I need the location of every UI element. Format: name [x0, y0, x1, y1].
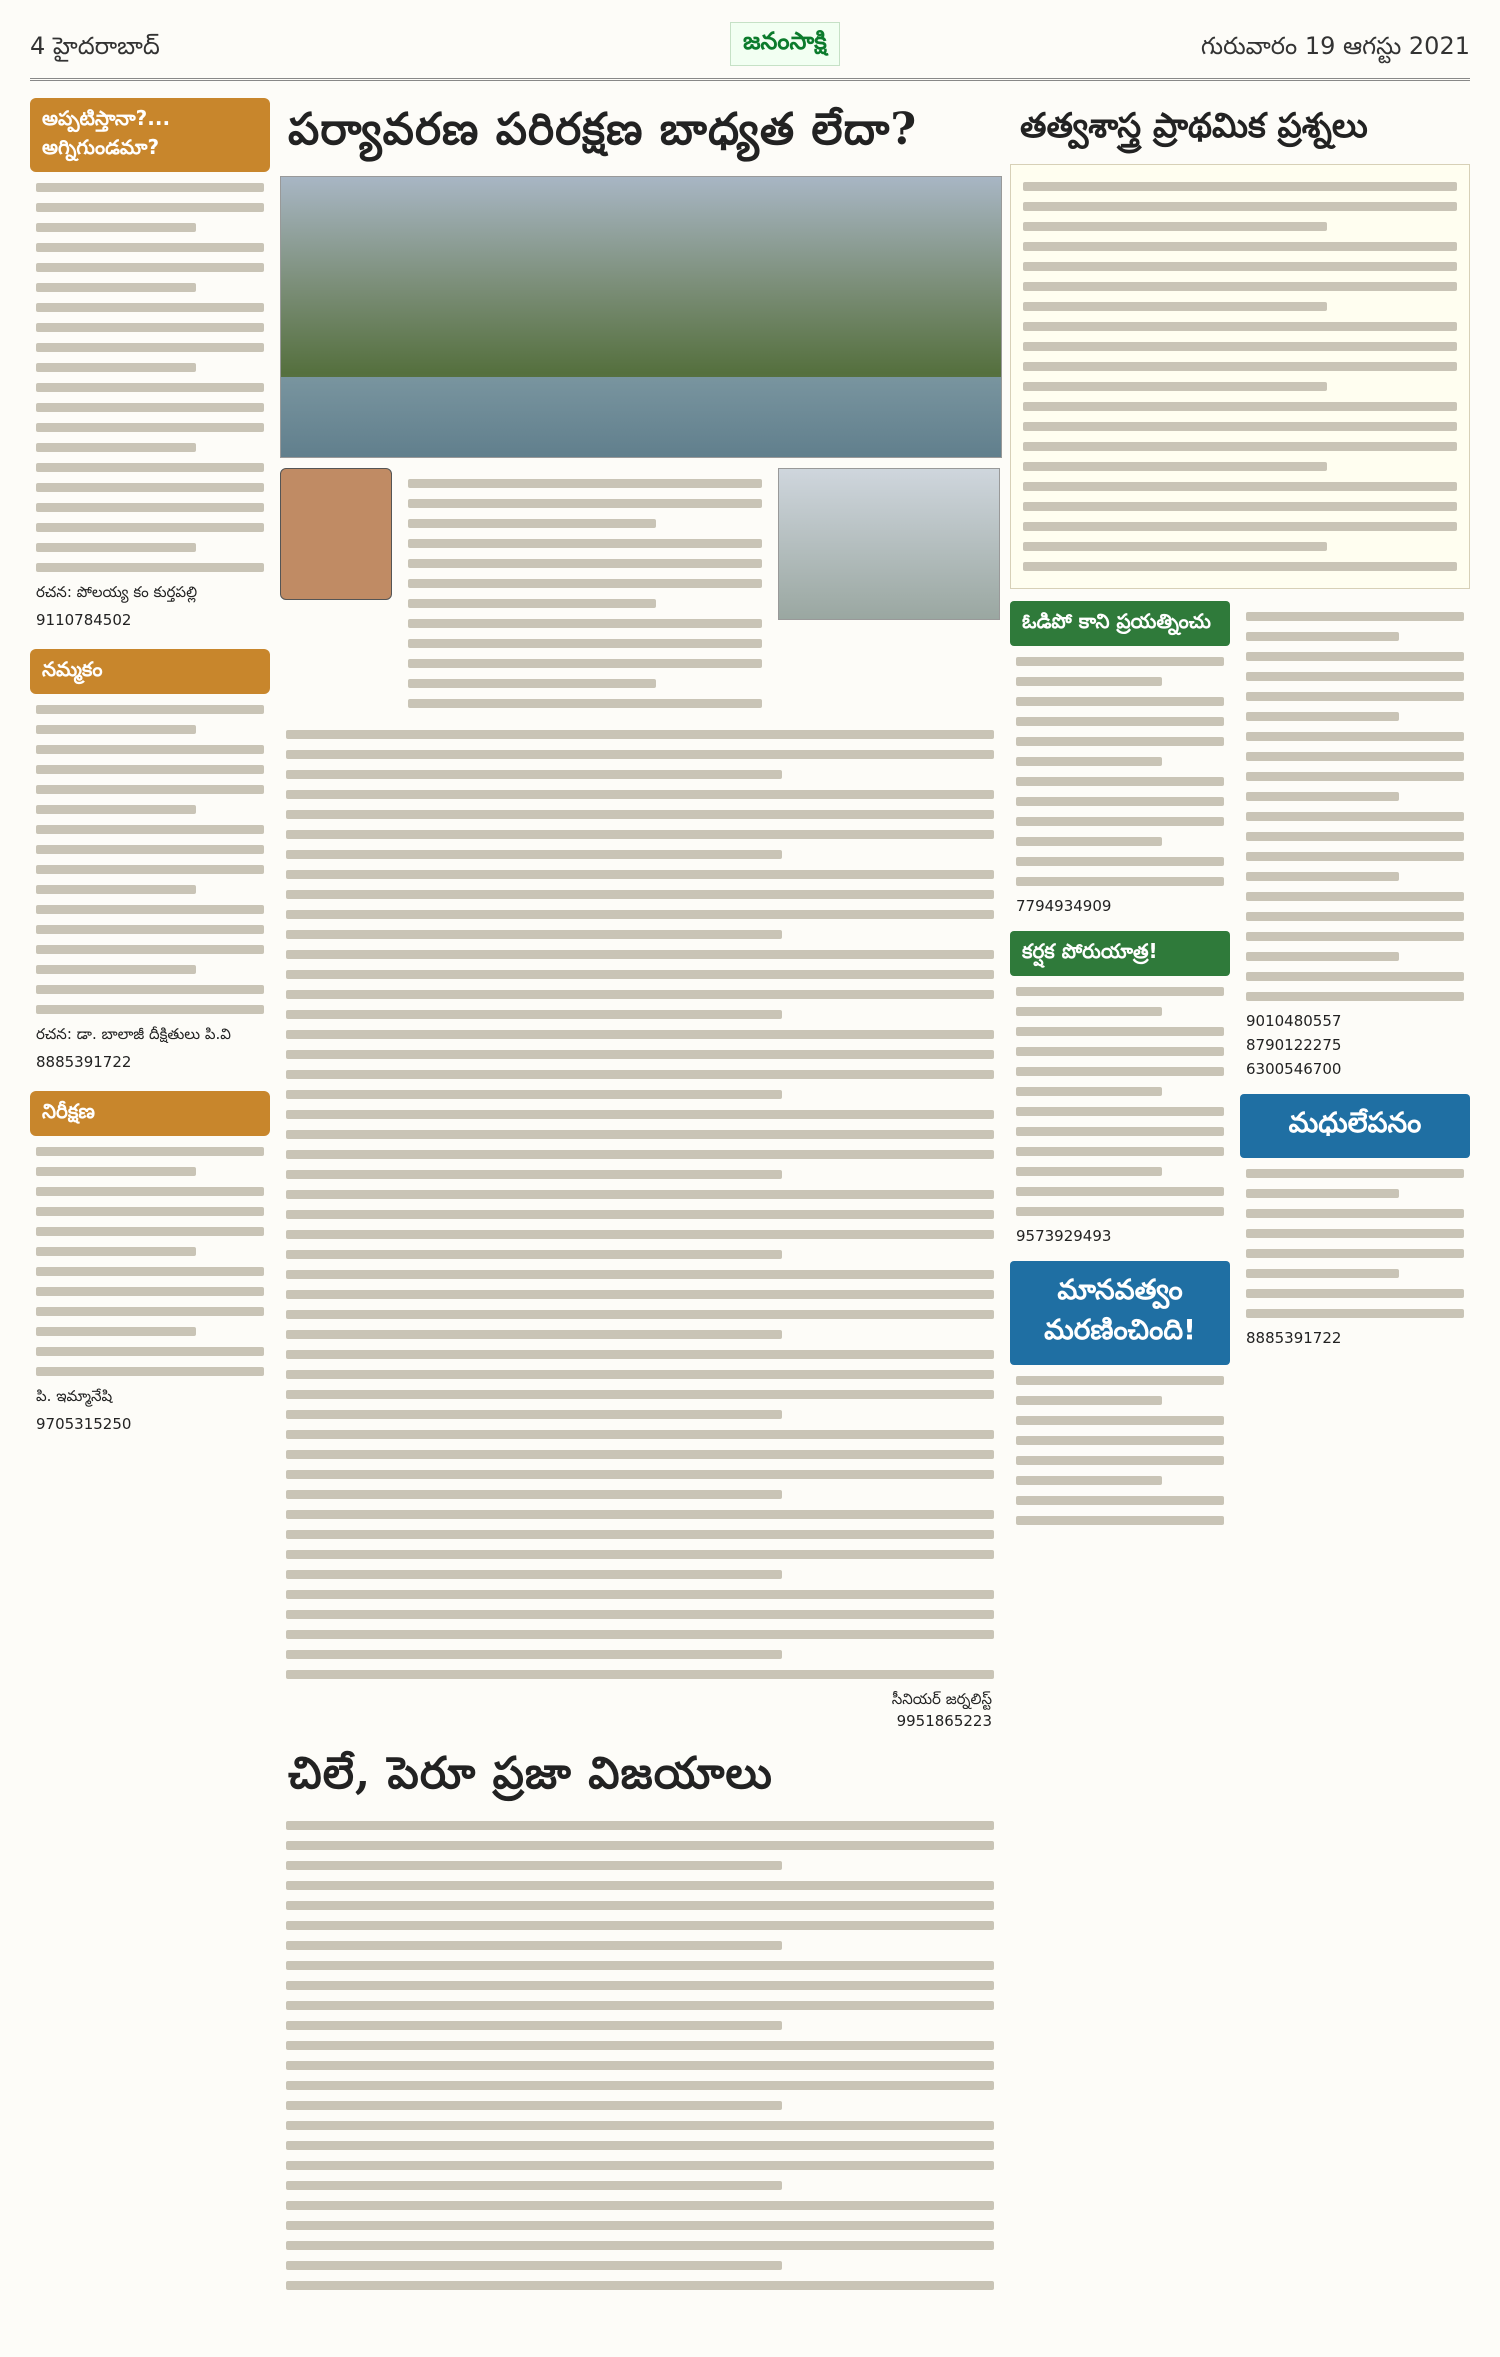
page-header [30, 14, 1470, 81]
right-sec2-phone: 9573929493 [1016, 1227, 1112, 1245]
left-box1-author: రచన: పోలయ్య కం కుర్తపల్లి [36, 583, 198, 601]
right-sec4-phone: 8885391722 [1246, 1329, 1342, 1347]
center-article1-lines-a [408, 479, 762, 708]
right-sec4-lines [1246, 1169, 1464, 1318]
page-label: 4 హైదరాబాద్ [30, 32, 160, 60]
right-sec1-phone: 7794934909 [1016, 897, 1112, 915]
left-box2-author: రచన: డా. బాలాజీ దీక్షితులు పి.వి [36, 1025, 231, 1043]
right-column-lines [1246, 612, 1464, 1001]
environment-photo [280, 176, 1002, 458]
center-author-1: సీనియర్ జర్నలిస్ట్ [891, 1690, 992, 1708]
author-portrait [280, 468, 392, 600]
center-article1-lines-b [286, 730, 994, 1679]
center-title-2: చిలే, పెరూ ప్రజా విజయాలు [288, 1748, 773, 1799]
right-sec3-lines [1016, 1376, 1224, 1525]
right-article1 [1010, 164, 1470, 589]
left-box3-title: నిరీక్షణ [30, 1091, 270, 1136]
left-box2-lines [36, 705, 264, 1014]
center-article2-lines [286, 1821, 994, 2290]
right-col-phone-2: 8790122275 [1246, 1036, 1342, 1054]
left-box2-title: నమ్మకం [30, 649, 270, 694]
left-box3-phone: 9705315250 [36, 1415, 132, 1433]
center-column [280, 98, 1000, 2338]
right-sec3-title: మానవత్వం మరణించింది! [1010, 1261, 1230, 1365]
right-sec1-lines [1016, 657, 1224, 886]
right-sec1-title: ఓడిపో కాని ప్రయత్నించు [1010, 601, 1230, 646]
left-box1-title: అప్పటిస్తానా?... అగ్నిగుండమా? [30, 98, 270, 172]
left-box1-lines [36, 183, 264, 572]
left-box3-lines [36, 1147, 264, 1376]
right-sec4-title: మధులేపనం [1240, 1094, 1470, 1158]
left-box2-phone: 8885391722 [36, 1053, 132, 1071]
left-column [30, 98, 270, 2338]
right-col-phone-3: 6300546700 [1246, 1060, 1342, 1078]
masthead: జనంసాక్షి [730, 22, 840, 66]
right-title-1: తత్వశాస్త్ర ప్రాథమిక ప్రశ్నలు [1020, 106, 1368, 146]
left-box3-author: పి. ఇమ్మానేషి [36, 1387, 113, 1405]
right-sec2-lines [1016, 987, 1224, 1216]
right-column [1010, 98, 1470, 2338]
bridge-photo [778, 468, 1000, 620]
left-box1-phone: 9110784502 [36, 611, 132, 629]
right-col-phone-1: 9010480557 [1246, 1012, 1342, 1030]
right-sec2-title: కర్షక పోరుయాత్ర! [1010, 931, 1230, 976]
date-line: గురువారం 19 ఆగస్టు 2021 [1200, 32, 1470, 60]
center-title-1: పర్యావరణ పరిరక్షణ బాధ్యత లేదా? [288, 104, 918, 155]
center-phone-1: 9951865223 [896, 1712, 992, 1730]
